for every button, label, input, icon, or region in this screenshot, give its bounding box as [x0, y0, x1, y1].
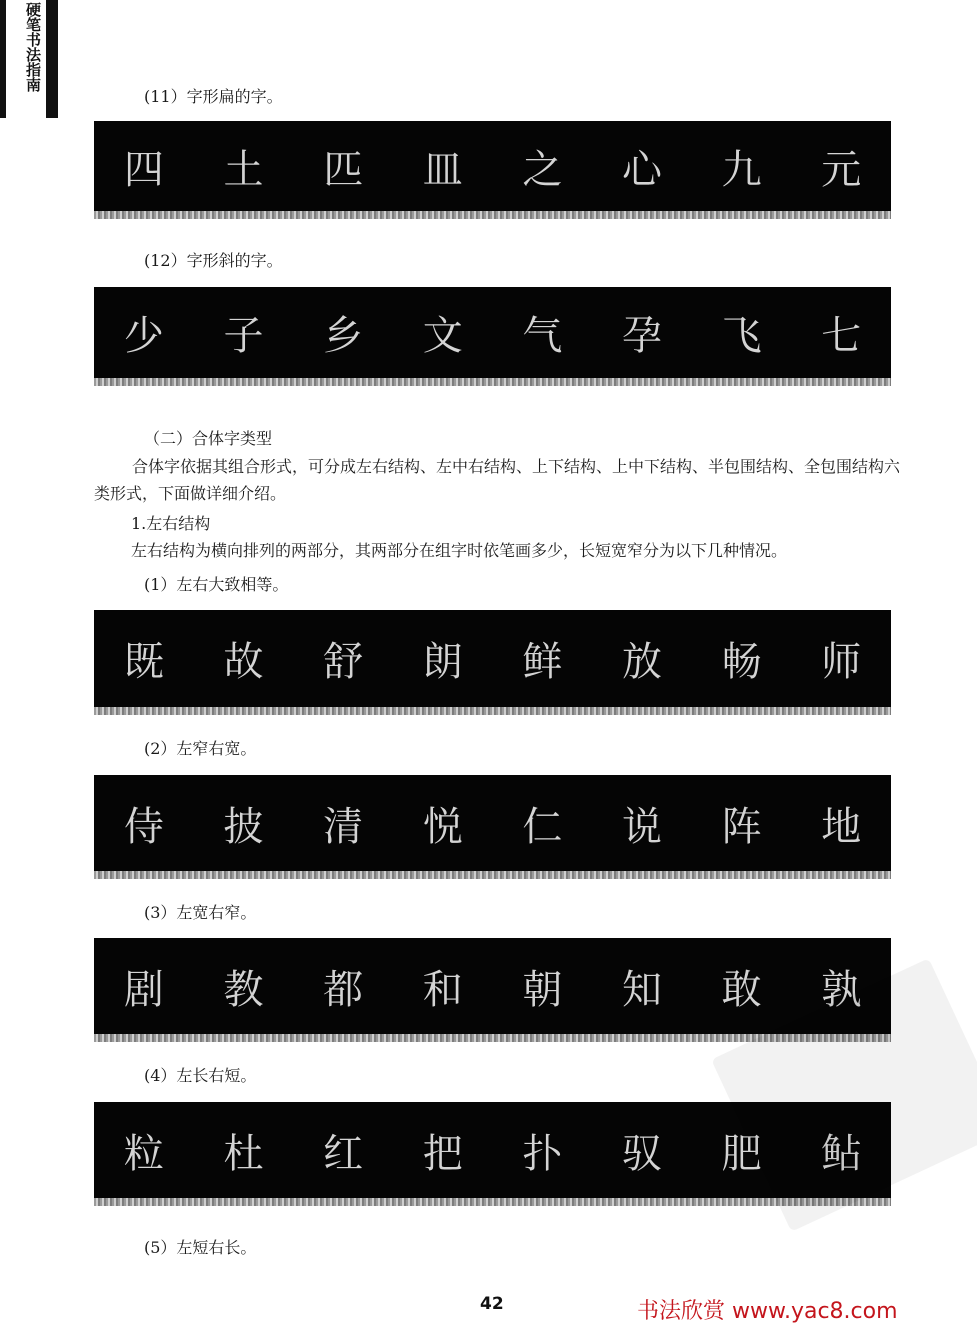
char: 匹	[323, 146, 364, 193]
char: 教	[223, 966, 264, 1013]
char: 放	[621, 639, 662, 685]
char: 皿	[422, 146, 463, 193]
sub-2-heading: (2）左窄右宽。	[144, 739, 257, 758]
char: 地	[821, 803, 862, 850]
char: 侍	[123, 803, 164, 850]
char: 飞	[721, 313, 762, 359]
char: 知	[621, 966, 662, 1013]
char: 红	[323, 1130, 364, 1177]
char: 说	[621, 803, 662, 850]
panel-strip	[94, 1198, 891, 1206]
section-12-heading: (12）字形斜的字。	[144, 251, 283, 270]
char: 杜	[223, 1130, 264, 1177]
char: 故	[223, 639, 264, 685]
panel-strip	[94, 707, 891, 715]
char: 少	[123, 313, 164, 359]
char: 四	[123, 146, 164, 193]
char: 悦	[422, 803, 463, 850]
section-11-panel	[94, 121, 891, 219]
char: 既	[123, 639, 164, 685]
compound-title: （二）合体字类型	[144, 429, 273, 448]
char: 孕	[621, 313, 662, 359]
section-12-panel	[94, 287, 891, 386]
sub-3-chars	[94, 938, 891, 1034]
char: 驭	[621, 1130, 662, 1177]
panel-strip	[94, 211, 891, 219]
compound-subtext: 左右结构为横向排列的两部分，其两部分在组字时依笔画多少，长短宽窄分为以下几种情况。	[131, 541, 788, 560]
char: 文	[422, 313, 463, 359]
compound-intro: 合体字依据其组合形式，可分成左右结构、左中右结构、上下结构、上中下结构、半包围结构、全包围结构六类形式，下面做详细介绍。	[94, 457, 901, 503]
sub-2-chars	[94, 775, 891, 871]
char: 七	[821, 313, 862, 359]
char: 和	[422, 966, 463, 1013]
sub-5-heading: (5）左短右长。	[144, 1238, 257, 1257]
char: 朝	[522, 966, 563, 1013]
char: 孰	[821, 966, 862, 1013]
char: 舒	[323, 639, 364, 685]
char: 鲇	[821, 1130, 862, 1177]
side-tab-bar	[46, 0, 58, 118]
char: 朗	[422, 639, 463, 685]
char: 剧	[123, 966, 164, 1013]
site-watermark: 书法欣赏 www.yac8.com	[637, 1299, 898, 1324]
char: 心	[621, 146, 662, 193]
char: 把	[422, 1130, 463, 1177]
compound-subtitle: 1.左右结构	[131, 514, 211, 533]
section-11-chars	[94, 121, 891, 211]
char: 鲜	[522, 639, 563, 685]
char: 之	[522, 146, 563, 193]
char: 土	[223, 146, 264, 193]
char: 扑	[522, 1130, 563, 1177]
sub-1-heading: (1）左右大致相等。	[144, 575, 289, 594]
sub-1-chars	[94, 610, 891, 707]
char: 畅	[721, 639, 762, 685]
char: 粒	[123, 1130, 164, 1177]
char: 都	[323, 966, 364, 1013]
panel-strip	[94, 871, 891, 879]
sub-3-panel	[94, 938, 891, 1042]
sub-1-panel	[94, 610, 891, 715]
page-number: 42	[480, 1294, 504, 1314]
side-tab-title: 硬笔书法指南	[24, 2, 42, 92]
char: 肥	[721, 1130, 762, 1177]
char: 披	[223, 803, 264, 850]
sub-2-panel	[94, 775, 891, 879]
char: 乡	[323, 313, 364, 359]
char: 敢	[721, 966, 762, 1013]
char: 阵	[721, 803, 762, 850]
sub-3-heading: (3）左宽右窄。	[144, 903, 257, 922]
char: 元	[821, 146, 862, 193]
char: 仁	[522, 803, 563, 850]
sub-4-heading: (4）左长右短。	[144, 1066, 257, 1085]
char: 子	[223, 313, 264, 359]
side-tab	[0, 0, 58, 118]
section-12-chars	[94, 287, 891, 378]
char: 清	[323, 803, 364, 850]
section-11-heading: (11）字形扁的字。	[144, 87, 283, 106]
panel-strip	[94, 378, 891, 386]
side-tab-edge	[0, 0, 6, 118]
char: 九	[721, 146, 762, 193]
char: 气	[522, 313, 563, 359]
char: 师	[821, 639, 862, 685]
